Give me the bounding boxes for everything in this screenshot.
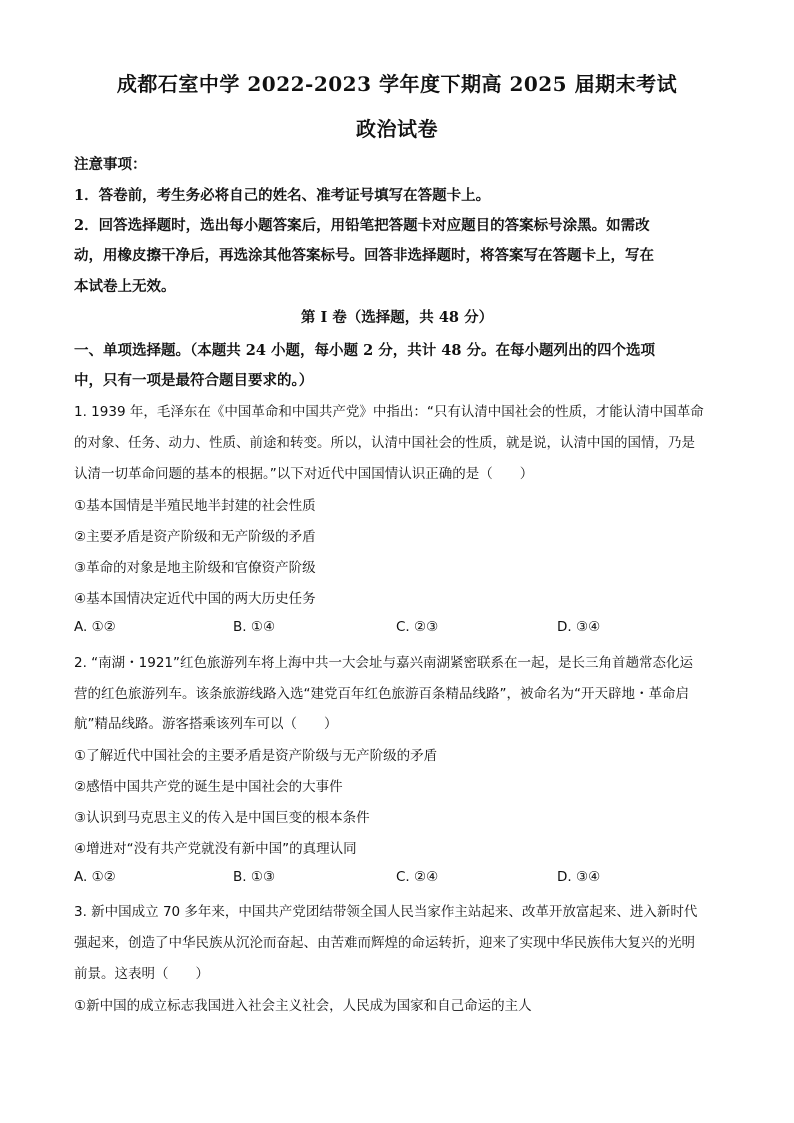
question-3-stem: 强起来，创造了中华民族从沉沦而奋起、由苦难而辉煌的命运转折，迎来了实现中华民族伟大复兴的光明 [74, 935, 695, 951]
question-1-stem: 的对象、任务、动力、性质、前途和转变。所以，认清中国社会的性质，就是说，认清中国的国情，乃是 [74, 435, 695, 451]
question-1-option-d: D. ③④ [557, 619, 601, 635]
question-2-item: ④增进对“没有共产党就没有新中国”的真理认同 [74, 841, 357, 857]
question-1-option-c: C. ②③ [396, 619, 439, 635]
question-1-item: ②主要矛盾是资产阶级和无产阶级的矛盾 [74, 529, 316, 545]
notice-line: 动，用橡皮擦干净后，再选涂其他答案标号。回答非选择题时，将答案写在答题卡上，写在 [74, 247, 654, 264]
notice-line: 1．答卷前，考生务必将自己的姓名、准考证号填写在答题卡上。 [74, 187, 491, 204]
question-2-item: ①了解近代中国社会的主要矛盾是资产阶级与无产阶级的矛盾 [74, 748, 438, 764]
question-1-stem: 认清一切革命问题的基本的根据。”以下对近代中国国情认识正确的是（ ） [74, 466, 534, 482]
question-2-option-d: D. ③④ [557, 869, 601, 885]
question-1-item: ④基本国情决定近代中国的两大历史任务 [74, 591, 316, 607]
section-heading: 第 I 卷（选择题，共 48 分） [300, 309, 494, 326]
question-1-item: ①基本国情是半殖民地半封建的社会性质 [74, 498, 316, 514]
question-3-stem: 前景。这表明（ ） [74, 966, 209, 982]
question-2-stem: 航”精品线路。游客搭乘该列车可以（ ） [74, 716, 338, 732]
section-instruction: 一、单项选择题。（本题共 24 小题，每小题 2 分，共计 48 分。在每小题列出的四个选项 [74, 342, 655, 359]
section-instruction: 中，只有一项是最符合题目要求的。） [74, 372, 314, 389]
exam-subtitle: 政治试卷 [356, 117, 438, 141]
question-2-option-b: B. ①③ [233, 869, 276, 885]
question-3-item: ①新中国的成立标志我国进入社会主义社会，人民成为国家和自己命运的主人 [74, 998, 532, 1014]
notice-line: 本试卷上无效。 [74, 278, 176, 295]
question-3-stem: 3. 新中国成立 70 多年来，中国共产党团结带领全国人民当家作主站起来、改革开放富起来、进入新时代 [74, 904, 698, 920]
question-2-stem: 2. “南湖・1921”红色旅游列车将上海中共一大会址与嘉兴南湖紧密联系在一起，是长三角首趟常态化运 [74, 655, 694, 671]
question-2-option-c: C. ②④ [396, 869, 439, 885]
question-2-item: ②感悟中国共产党的诞生是中国社会的大事件 [74, 779, 343, 795]
question-1-stem: 1. 1939 年，毛泽东在《中国革命和中国共产党》中指出：“只有认清中国社会的性质，才能认清中国革命 [74, 404, 704, 420]
question-2-item: ③认识到马克思主义的传入是中国巨变的根本条件 [74, 810, 370, 826]
question-1-item: ③革命的对象是地主阶级和官僚资产阶级 [74, 560, 316, 576]
question-2-option-a: A. ①② [74, 869, 116, 885]
question-1-option-b: B. ①④ [233, 619, 276, 635]
notice-line: 2．回答选择题时，选出每小题答案后，用铅笔把答题卡对应题目的答案标号涂黑。如需改 [74, 217, 650, 234]
notice-heading: 注意事项： [74, 156, 147, 173]
question-2-stem: 营的红色旅游列车。该条旅游线路入选“建党百年红色旅游百条精品线路”，被命名为“开天辟地・革命启 [74, 686, 689, 702]
exam-title: 成都石室中学 2022-2023 学年度下期高 2025 届期末考试 [116, 72, 678, 96]
question-1-option-a: A. ①② [74, 619, 116, 635]
